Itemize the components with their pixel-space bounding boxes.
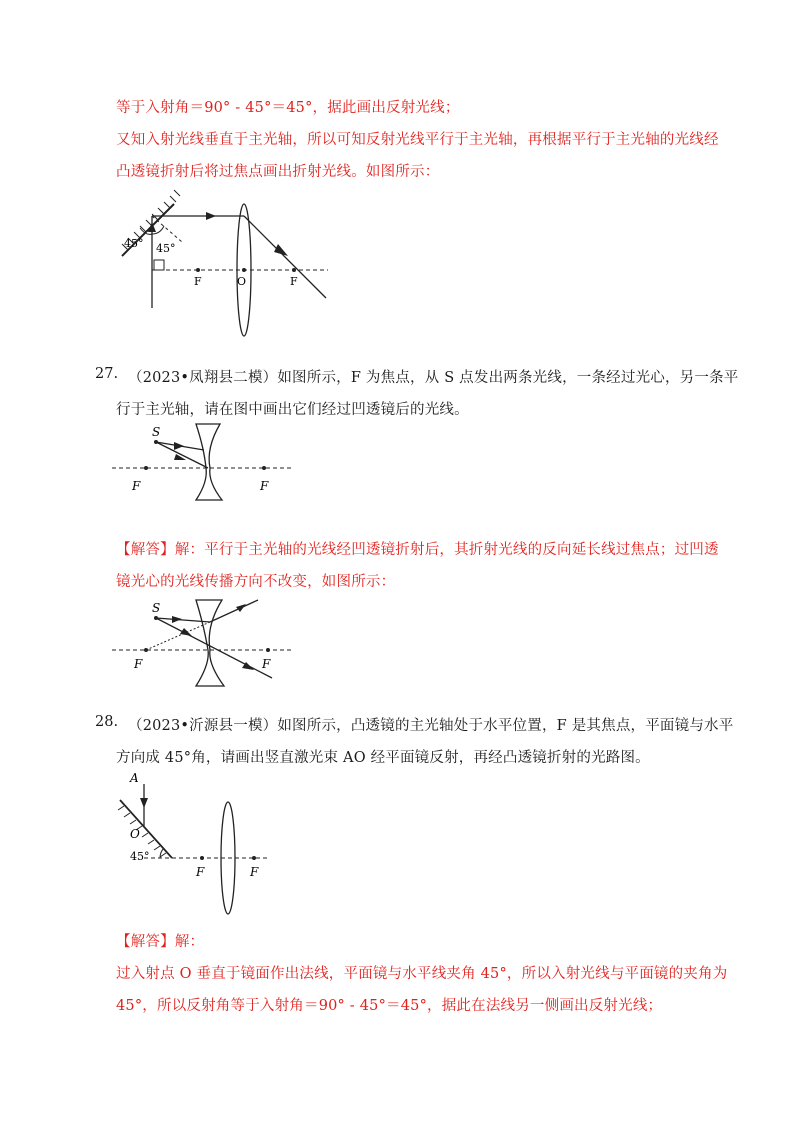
answer-tag: 【解答】 xyxy=(116,934,175,950)
angle-label: 45° xyxy=(130,850,150,863)
focus-label: F xyxy=(260,479,269,493)
answer-text-line: 等于入射角＝90° - 45°＝45°，据此画出反射光线； xyxy=(116,100,460,116)
angle-label: 45° xyxy=(124,237,144,250)
center-label: O xyxy=(237,275,247,288)
figure-concave-lens-answer xyxy=(112,596,302,690)
focus-label: F xyxy=(290,275,298,288)
focus-label: F xyxy=(196,865,205,879)
answer-text-line: 凸透镜折射后将过焦点画出折射光线。如图所示： xyxy=(116,164,440,180)
figure-concave-lens-question xyxy=(112,420,302,500)
focus-label: F xyxy=(262,657,271,671)
question-text-line: 行于主光轴，请在图中画出它们经过凹透镜后的光线。 xyxy=(116,402,469,418)
question-text-line: （2023•凤翔县二模）如图所示，F 为焦点，从 S 点发出两条光线，一条经过光心，另一条平 xyxy=(128,370,739,386)
answer-text-line: 镜光心的光线传播方向不改变，如图所示： xyxy=(116,574,396,590)
point-a-label: A xyxy=(130,771,139,785)
focus-label: F xyxy=(132,479,141,493)
source-label: S xyxy=(152,425,161,439)
figure-mirror-convex-lens-question xyxy=(116,768,276,916)
question-text-line: 方向成 45°角，请画出竖直激光束 AO 经平面镜反射，再经凸透镜折射的光路图。 xyxy=(116,750,650,766)
answer-text-line: 【解答】解： xyxy=(116,934,205,950)
answer-tag: 【解答】 xyxy=(116,542,175,558)
focus-label: F xyxy=(194,275,202,288)
question-text-line: （2023•沂源县一模）如图所示，凸透镜的主光轴处于水平位置，F 是其焦点，平面镜与水平 xyxy=(128,718,734,734)
answer-text-line: 45°，所以反射角等于入射角＝90° - 45°＝45°，据此在法线另一侧画出反射光线； xyxy=(116,998,663,1014)
angle-label: 45° xyxy=(156,242,176,255)
point-o-label: O xyxy=(130,827,140,841)
answer-text-line: 又知入射光线垂直于主光轴，所以可知反射光线平行于主光轴，再根据平行于主光轴的光线经 xyxy=(116,132,719,148)
question-number: 27. xyxy=(95,366,119,382)
question-number: 28. xyxy=(95,714,119,730)
answer-text-line: 【解答】解：平行于主光轴的光线经凹透镜折射后，其折射光线的反向延长线过焦点；过凹透 xyxy=(116,542,719,558)
focus-label: F xyxy=(250,865,259,879)
source-label: S xyxy=(152,601,161,615)
focus-label: F xyxy=(134,657,143,671)
answer-text-line: 过入射点 O 垂直于镜面作出法线，平面镜与水平线夹角 45°，所以入射光线与平面镜的夹角为 xyxy=(116,966,728,982)
figure-mirror-convex-lens-answer xyxy=(110,180,340,340)
